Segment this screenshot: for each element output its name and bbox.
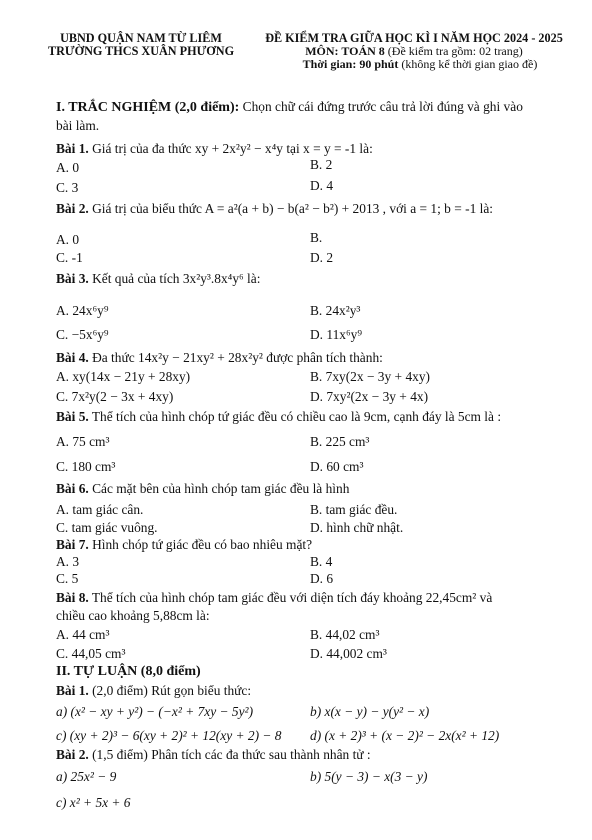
option-a: A. 44 cm³ bbox=[56, 627, 110, 642]
option-b: B. tam giác đều. bbox=[310, 502, 398, 517]
question-2: Bài 2. Giá trị của biểu thức A = a²(a + b) − b(a² − b²) + 2013 , với a = 1; b = -1 là: bbox=[56, 201, 493, 216]
option-c: C. 3 bbox=[56, 180, 79, 195]
option-c: C. −5x⁶y⁹ bbox=[56, 327, 109, 342]
option-b: B. 44,02 cm³ bbox=[310, 627, 380, 642]
option-a: A. 3 bbox=[56, 554, 80, 569]
problem-1b: b) x(x − y) − y(y² − x) bbox=[310, 704, 430, 719]
option-a: A. 24x⁶y⁹ bbox=[56, 303, 109, 318]
problem-2: Bài 2. (1,5 điểm) Phân tích các đa thức sau thành nhân tử : bbox=[56, 747, 371, 762]
option-b: B. 2 bbox=[310, 157, 333, 172]
option-d: D. 7xy²(2x − 3y + 4x) bbox=[310, 389, 429, 404]
option-b: B. bbox=[310, 230, 323, 245]
part2-heading: II. TỰ LUẬN (8,0 điểm) bbox=[56, 664, 201, 679]
problem-1a: a) (x² − xy + y²) − (−x² + 7xy − 5y²) bbox=[56, 704, 254, 719]
option-d: D. 2 bbox=[310, 250, 334, 265]
option-b: B. 24x²y³ bbox=[310, 303, 361, 318]
option-c: C. tam giác vuông. bbox=[56, 520, 158, 535]
option-d: D. 60 cm³ bbox=[310, 459, 364, 474]
exam-duration: Thời gian: 90 phút (không kể thời gian giao đề) bbox=[302, 57, 538, 71]
question-3: Bài 3. Kết quả của tích 3x²y³.8x⁴y⁶ là: bbox=[56, 271, 261, 286]
exam-header bbox=[246, 32, 582, 71]
school-header bbox=[36, 32, 246, 58]
option-c: C. 7x²y(2 − 3x + 4xy) bbox=[56, 389, 174, 404]
problem-1c: c) (xy + 2)³ − 6(xy + 2)² + 12(xy + 2) − 8 bbox=[56, 728, 282, 743]
district-name: UBND QUẬN NAM TỪ LIÊM bbox=[60, 31, 222, 45]
option-c: C. 44,05 cm³ bbox=[56, 646, 126, 661]
option-a: A. 75 cm³ bbox=[56, 434, 110, 449]
option-d: D. 44,002 cm³ bbox=[310, 646, 387, 661]
option-a: A. xy(14x − 21y + 28xy) bbox=[56, 369, 191, 384]
option-d: D. 4 bbox=[310, 178, 334, 193]
problem-1d: d) (x + 2)³ + (x − 2)² − 2x(x² + 12) bbox=[310, 728, 500, 743]
option-a: A. 0 bbox=[56, 232, 80, 247]
option-b: B. 7xy(2x − 3y + 4xy) bbox=[310, 369, 430, 384]
question-5: Bài 5. Thể tích của hình chóp tứ giác đều có chiều cao là 9cm, cạnh đáy là 5cm là : bbox=[56, 409, 502, 424]
question-7: Bài 7. Hình chóp tứ giác đều có bao nhiêu mặt? bbox=[56, 537, 313, 552]
option-c: C. 180 cm³ bbox=[56, 459, 116, 474]
problem-2b: b) 5(y − 3) − x(3 − y) bbox=[310, 769, 428, 784]
option-d: D. hình chữ nhật. bbox=[310, 520, 404, 535]
part1-instruction: bài làm. bbox=[56, 118, 100, 133]
option-d: D. 11x⁶y⁹ bbox=[310, 327, 362, 342]
question-8-cont: chiều cao khoảng 5,88cm là: bbox=[56, 608, 210, 623]
school-name: TRƯỜNG THCS XUÂN PHƯƠNG bbox=[47, 44, 235, 58]
option-a: A. tam giác cân. bbox=[56, 502, 144, 517]
part1-heading: I. TRẮC NGHIỆM (2,0 điểm): Chọn chữ cái đứng trước câu trả lời đúng và ghi vào bbox=[56, 99, 523, 115]
question-1: Bài 1. Giá trị của đa thức xy + 2x²y² − x⁴y tại x = y = -1 là: bbox=[56, 141, 373, 156]
option-b: B. 225 cm³ bbox=[310, 434, 370, 449]
problem-1: Bài 1. (2,0 điểm) Rút gọn biểu thức: bbox=[56, 683, 252, 698]
problem-2a: a) 25x² − 9 bbox=[56, 769, 117, 784]
question-8: Bài 8. Thể tích của hình chóp tam giác đều với diện tích đáy khoảng 22,45cm² và bbox=[56, 590, 493, 605]
option-a: A. 0 bbox=[56, 160, 80, 175]
question-4: Bài 4. Đa thức 14x²y − 21xy² + 28x²y² được phân tích thành: bbox=[56, 350, 383, 365]
problem-2c: c) x² + 5x + 6 bbox=[56, 795, 131, 810]
exam-subject: MÔN: TOÁN 8 (Đề kiểm tra gồm: 02 trang) bbox=[305, 44, 523, 58]
question-6: Bài 6. Các mặt bên của hình chóp tam giác đều là hình bbox=[56, 481, 350, 496]
exam-title: ĐỀ KIỂM TRA GIỮA HỌC KÌ I NĂM HỌC 2024 - 2025 bbox=[265, 31, 563, 45]
option-b: B. 4 bbox=[310, 554, 333, 569]
option-c: C. -1 bbox=[56, 250, 83, 265]
option-d: D. 6 bbox=[310, 571, 334, 586]
option-c: C. 5 bbox=[56, 571, 79, 586]
